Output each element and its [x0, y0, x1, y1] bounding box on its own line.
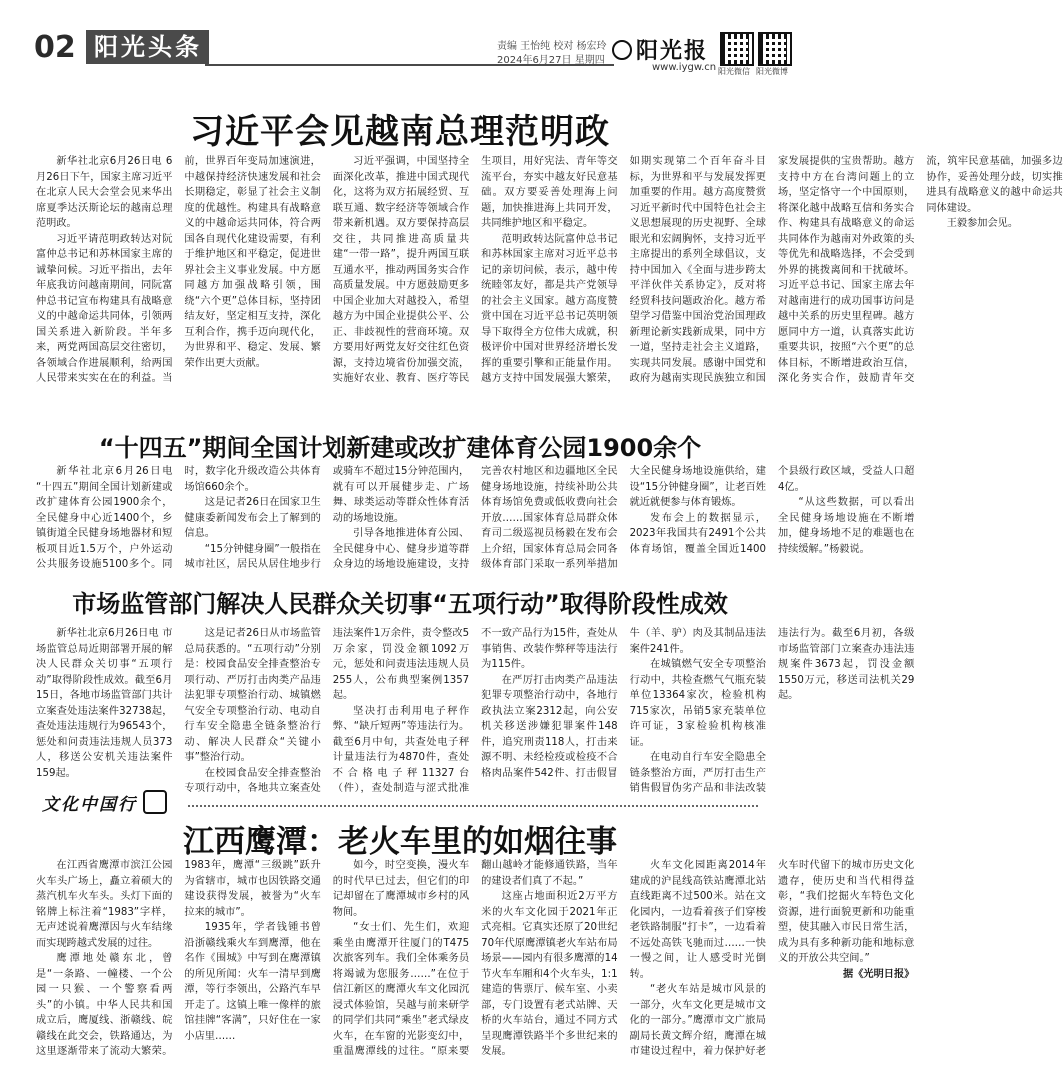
column-divider [188, 805, 758, 807]
source-credit: 据《光明日报》 [843, 968, 915, 980]
paragraph: 发布会上的数据显示，2023年我国共有2491个公共体育场馆，覆盖全国近1400个县级行政区域，受益人口超4亿。 [629, 466, 915, 555]
paragraph: 这是记者26日从市场监管总局获悉的。“五项行动”分别是：校园食品安全排查整治专项行动、严厉打击肉类产品违法犯罪专项整治行动、城镇燃气安全专项整治行动、电动自行车安全隐患全链条整治行动、解决人民群众“关键小事”整治行动。 [184, 628, 321, 763]
article-text-flow [36, 626, 915, 802]
sun-icon [612, 40, 632, 60]
paragraph: 这是记者26日在国家卫生健康委新闻发布会上了解到的信息。 [184, 497, 321, 539]
paragraph: 在校园食品安全排查整治专项行动中，各地共立案查处违法案件1万余件，责令整改5万余家，罚没金额1092万元，惩处和问责违法违规人员255人，公布典型案例1357起。 [184, 628, 470, 794]
paragraph: 新华社北京6月26日电 市场监管总局近期部署开展的解决人民群众关切事“五项行动”取得阶段性成效。截至6月15日，各地市场监管部门共计立案查处违法案件32738起，查处违法违规行为96543个，惩处和问责违法违规人员373人，移送公安机关违法案件159起。 [36, 628, 173, 779]
paragraph: 火车文化园距离2014年建成的沪昆线高铁站鹰潭北站直线距离不过500米。站在文化园内，一边看着孩子们穿梭老铁路制服“打卡”，一边看着不远处高铁飞驰而过……一快一慢之间，让人感受时光倒转。 [629, 860, 766, 980]
paragraph: 王毅参加会见。 [946, 218, 1019, 229]
article-text-flow [36, 858, 915, 1070]
paragraph: 引导各地推进体育公园、全民健身中心、健身步道等群众身边的场地设施建设，支持完善农村地区和边疆地区全民健身场地设施，持续补助公共体育场馆免费或低收费向社会开放……国家体育总局群众体育司二级巡视员杨毅在发布会上介绍，国家体育总局会同各级体育部门采取一系列举措加大全民健身场地设施供给，建设“15分钟健身圈”，让老百姓就近就便参与体育锻炼。 [332, 466, 766, 570]
article-2-body [36, 464, 915, 580]
paragraph: 在城镇燃气安全专项整治行动中，共检查燃气气瓶充装单位13364家次，检验机构715家次，吊销5家充装单位许可证，3家检验机构核准证。 [629, 659, 766, 748]
paragraph: 在严厉打击肉类产品违法犯罪专项整治行动中，各地行政执法立案2312起，向公安机关移送涉嫌犯罪案件148件，追究刑责118人，打击来源不明、未经检疫或检疫不合格肉品案件542件、打击假冒牛（羊、驴）肉及其制品违法案件241件。 [481, 628, 766, 779]
wechat-qr-icon[interactable] [720, 32, 754, 66]
paragraph: “从这些数据，可以看出全民健身场地设施在不断增加，健身场地不足的难题也在持续缓解。”杨毅说。 [777, 497, 915, 555]
article-3-body [36, 626, 915, 802]
paragraph: 在电动自行车安全隐患全链条整治方面，严厉打击生产销售假冒伪劣产品和非法改装违法行为。截至6月初，各级市场监管部门立案查办违法违规案件3673起，罚没金额1550万元，移送司法机关29起。 [629, 628, 915, 794]
newspaper-logo: 阳光报 [612, 34, 708, 65]
article-4-body [36, 858, 915, 1070]
article-4-title: 江西鹰潭：老火车里的如烟往事 [183, 824, 617, 860]
paragraph: 范明政转达阮富仲总书记和苏林国家主席对习近平总书记的亲切问候，表示，越中传统睦邻友好，都是共产党领导的社会主义国家。越方高度赞赏中国在习近平总书记英明领导下取得全方位伟大成就，积极评价中国对世界经济增长发挥的重要引擎和正能量作用。越方支持中国发展强大繁荣，如期实现第二个百年奋斗目标，为世界和平与发展发挥更加重要的作用。越方高度赞赏习近平新时代中国特色社会主义思想展现的历史视野、全球眼光和宏阔胸怀，支持习近平主席提出的系列全球倡议，支持中国加入《全面与进步跨太平洋伙伴关系协定》，反对将经贸科技问题政治化。越方希望学习借鉴中国治党治国理政新理论新实践新成果，同中方一道，坚持走社会主义道路，实现共同发展。感谢中国党和政府为越南实现民族独立和国家发展提供的宝贵帮助。越方支持中方在台湾问题上的立场，坚定恪守一个中国原则，将深化越中战略互信和务实合作、构建具有战略意义的命运共同体作为越南对外政策的头等优先和战略选择，不会受到外界的挑拨离间和干扰破坏。习近平总书记、国家主席去年对越南进行的成功国事访问是越中关系的历史里程碑。越方愿同中方一道，认真落实此访重要共识，按照“六个更”的总体目标，不断增进政治互信，深化务实合作，鼓励青年交流，筑牢民意基础，加强多边协作，妥善处理分歧，切实推进具有战略意义的越中命运共同体建设。 [481, 156, 1063, 384]
paragraph: 习近平请范明政转达对阮富仲总书记和苏林国家主席的诚挚问候。习近平指出，去年年底我访问越南期间，同阮富仲总书记宣布构建具有战略意义的中越命运共同体，引领两国关系进入新阶段。半年多来，两党两国高层交往密切，各领域合作进展顺利，给两国人民带来实实在在的利益。当前，世界百年变局加速演进，中越保持经济快速发展和社会长期稳定，彰显了社会主义制度的优越性。构建具有战略意义的中越命运共同体，符合两国各自现代化建设需要，有利于维护地区和平稳定，促进世界社会主义事业发展。中方愿同越方加强战略引领，围绕“六个更”总体目标，坚持团结友好，坚定相互支持，深化互利合作，携手迈向现代化，为世界和平、稳定、发展、繁荣作出更大贡献。 [36, 156, 321, 384]
paragraph: “老火车站是城市风景的一部分，火车文化更是城市文化的一部分。”鹰潭市文广旅局副局长黄文辉介绍，鹰潭在城市建设过程中，着力保护好老火车时代留下的城市历史文化遗存，使历史和当代相得益彰，“我们挖掘火车特色文化资源，进行面貌更新和功能重塑，使其融入市民日常生活，成为具有多种新功能和地标意义的开放公共空间。” [629, 860, 915, 1057]
paragraph: “女士们、先生们，欢迎乘坐由鹰潭开往厦门的T475次旅客列车。我们全体乘务员将竭诚为您服务……”在位于信江新区的鹰潭火车文化园沉浸式体验馆，吴越与前来研学的同学们共同“乘坐”老式绿皮火车，在车窗的光影变幻中，重温鹰潭线的过往。“原来要翻山越岭才能修通铁路，当年的建设者们真了不起。” [332, 860, 618, 1057]
section-name: 阳光头条 [86, 30, 209, 64]
paragraph: 习近平强调，中国坚持全面深化改革，推进中国式现代化，这将为双方拓展经贸、互联互通、数字经济等领域合作带来新机遇。双方要保持高层交往，共同推进高质量共建“一带一路”，提升两国互联互通水平，推动两国务实合作高质量发展。中方愿鼓励更多中国企业加大对越投入，希望越方为中国企业提供公平、公正、非歧视性的营商环境。双方要用好两党友好交往红色资源，支持边境省份加强交流，实施好农业、教育、医疗等民生项目，用好宪法、青年等交流平台，夯实中越友好民意基础。双方要妥善处理海上问题，加快推进海上共同开发，共同维护地区和平稳定。 [332, 156, 618, 384]
date-line: 2024年6月27日 星期四 [497, 55, 605, 66]
editors-line: 责编 王怡纯 校对 杨宏玲 [497, 41, 607, 52]
paragraph: 新华社北京6月26日电 6月26日下午，国家主席习近平在北京人民大会堂会见来华出席夏季达沃斯论坛的越南总理范明政。 [36, 156, 173, 229]
column-logo: 文化中国行 [42, 790, 167, 815]
paragraph: 新华社北京6月26日电 “十四五”期间全国计划新建或改扩建体育公园1900余个，全民健身中心近1400个，乡镇街道全民健身场地器材和短板项目近1.5万个，户外运动公共服务设施5100多个。同时，数字化升级改造公共体育场馆660余个。 [36, 466, 321, 570]
ornament-icon [143, 790, 167, 814]
article-1-title: 习近平会见越南总理范明政 [190, 112, 610, 152]
page-header [0, 0, 800, 78]
paragraph: “15分钟健身圈”一般指在城市社区，居民从居住地步行或骑车不超过15分钟范围内，就有可以开展健步走、广场舞、球类运动等群众性体育活动的场地设施。 [184, 466, 470, 570]
paragraph: 在江西省鹰潭市滨江公园火车头广场上，矗立着硕大的蒸汽机车火车头。头灯下面的铭牌上标注着“1983”字样，无声述说着鹰潭因与火车结缘而实现跨越式发展的过往。 [36, 860, 173, 949]
paragraph: 1935年，学者钱锺书曾沿浙赣线乘火车到鹰潭，他在名作《围城》中写到在鹰潭镇的所见所闻：火车一清早到鹰潭，等行李领出，公路汽车早开走了。这镇上唯一像样的旅馆挂牌“客满”，只好住在一家小店里…… [184, 922, 321, 1042]
edition-meta [497, 40, 607, 68]
paragraph: 如今，时空变换，漫火车的时代早已过去，但它们的印记却留在了鹰潭城市乡村的风物间。 [332, 860, 470, 918]
article-2-title: “十四五”期间全国计划新建或改扩建体育公园1900余个 [98, 434, 702, 462]
article-text-flow [36, 154, 1063, 394]
paragraph: 鹰潭地处赣东北，曾是“一条路、一幢楼、一个公园一只猴、一个警察看两头”的小镇。中华人民共和国成立后，鹰厦线、浙赣线、皖赣线在此交会，铁路通达，为这里逐渐带来了流动大繁荣。1983年，鹰潭“三级跳”跃升为省辖市，城市也因铁路交通建设获得发展，被誉为“火车拉来的城市”。 [36, 860, 321, 1057]
website-url[interactable]: www.iygw.cn [652, 62, 717, 73]
article-3-title: 市场监管部门解决人民群众关切事“五项行动”取得阶段性成效 [72, 590, 728, 618]
weibo-qr-icon[interactable] [758, 32, 792, 66]
qr-label: 阳光微博 [756, 67, 788, 76]
page-number: 02 [34, 30, 76, 65]
qr-label: 阳光微信 [718, 67, 750, 76]
article-text-flow [36, 464, 915, 580]
article-1-body [36, 154, 1063, 394]
paragraph: 这座占地面积近2万平方米的火车文化园于2021年正式亮相。它真实还原了20世纪70年代原鹰潭镇老火车站布局场景——园内有很多鹰潭的14节火车车厢和4个火车头，1:1建造的售票厅、候车室、小卖部，专门设置有老式站牌、天桥的火车站台，通过不同方式呈现鹰潭铁路半个多世纪来的发展。 [481, 891, 618, 1057]
paragraph: 坚决打击利用电子秤作弊、“缺斤短两”等违法行为。截至6月中旬，共查处电子秤计量违法行为4870件，查处不合格电子秤11327台（件），查处制造与涩式批准不一致产品行为15件，查处从事销售、改装作弊秤等违法行为115件。 [332, 628, 618, 794]
